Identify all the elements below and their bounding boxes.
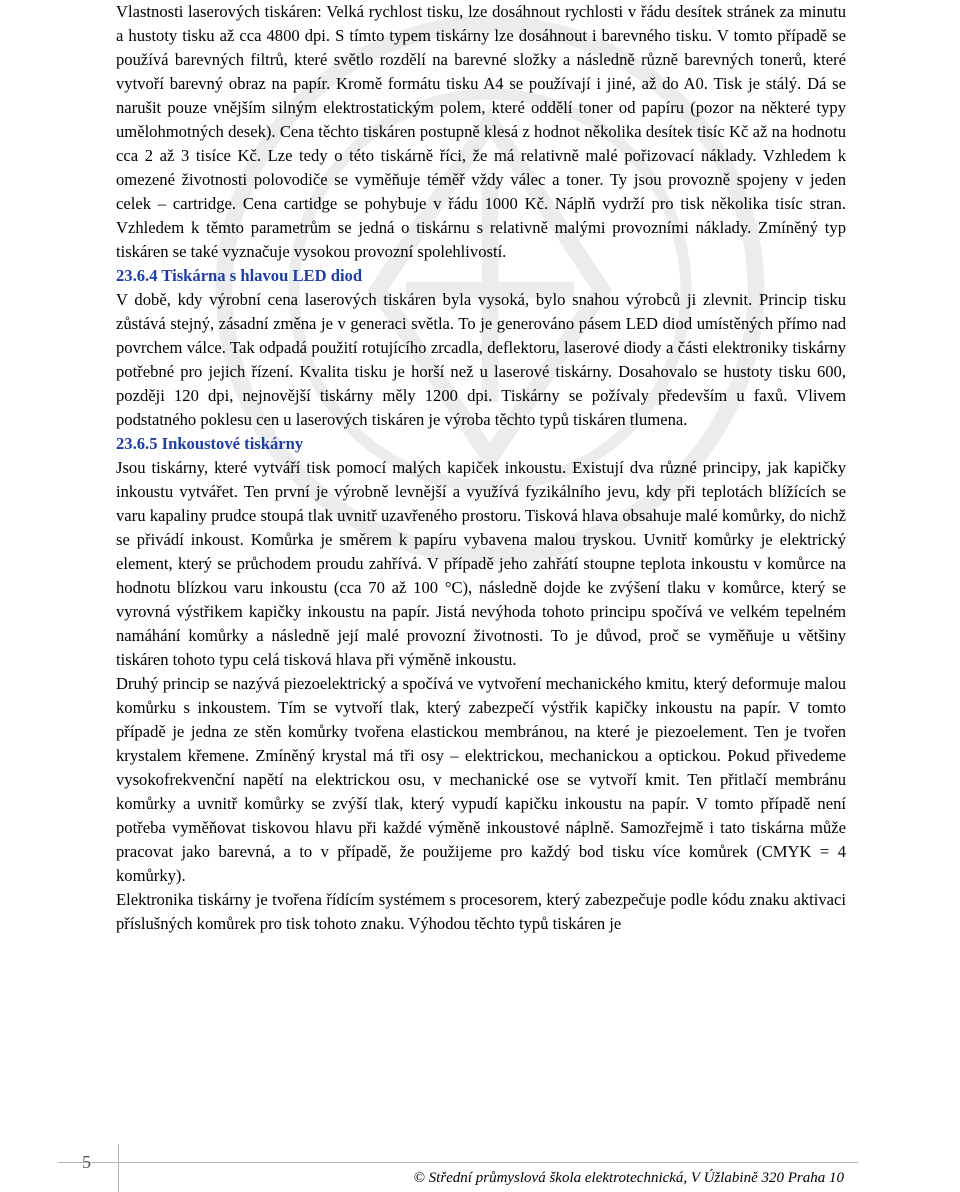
document-page <box>116 0 846 936</box>
footer-divider <box>58 1162 858 1163</box>
paragraph-inkjet-thermal: Jsou tiskárny, které vytváří tisk pomocí malých kapiček inkoustu. Existují dva různé principy, jak kapičky inkoustu vytvářet. Ten první je výrobně levnější a využívá fyzikálního jevu, kdy při teplotách blížících se varu kapaliny prudce stoupá tlak uvnitř uzavřeného prostoru. Tisková hlava obsahuje malé komůrky, do nichž se přivádí inkoust. Komůrka je směrem k papíru vybavena malou tryskou. Uvnitř komůrky je elektrický element, který se průchodem proudu zahřívá. V případě jeho zahřátí stoupne teplota inkoustu v komůrce na hodnotu blízkou varu inkoustu (cca 70 až 100 °C), následně dojde ke zvýšení tlaku v komůrce, který se vyrovná výstřikem kapičky inkoustu na papír. Jistá nevýhoda tohoto principu spočívá ve velkém tepelném namáhání komůrky a následně její malé provozní životnosti. To je důvod, proč se vyměňuje u většiny tiskáren tohoto typu celá tisková hlava při výměně inkoustu. <box>116 458 846 669</box>
paragraph-inkjet-piezo: Druhý princip se nazývá piezoelektrický a spočívá ve vytvoření mechanického kmitu, který deformuje malou komůrku s inkoustem. Tím se vytvoří tlak, který zabezpečí výstřik kapičky inkoustu na papír. V tomto případě je jedna ze stěn komůrky tvořena elastickou membránou, na které je piezoelement. Ten je tvořen krystalem křemene. Zmíněný krystal má tři osy – elektrickou, mechanickou a optickou. Pokud přivedeme vysokofrekvenční napětí na elektrickou osu, v mechanické ose se vytvoří kmit. Ten přitlačí membránu komůrky a uvnitř komůrky se zvýší tlak, který vypudí kapičku inkoustu na papír. V tomto případě není potřeba vyměňovat tiskovou hlavu při každé výměně inkoustové náplně. Samozřejmě i tato tiskárna může pracovat jako barevná, a to v případě, že použijeme pro každý bod tisku více komůrek (CMYK = 4 komůrky). <box>116 674 846 885</box>
heading-led-printer: 23.6.4 Tiskárna s hlavou LED diod <box>116 266 363 285</box>
heading-inkjet-printers: 23.6.5 Inkoustové tiskárny <box>116 434 304 453</box>
page-number: 5 <box>82 1152 91 1172</box>
paragraph-inkjet-electronics: Elektronika tiskárny je tvořena řídícím systémem s procesorem, který zabezpečuje podle kódu znaku aktivaci příslušných komůrek pro tisk tohoto znaku. Výhodou těchto typů tiskáren je <box>116 890 846 933</box>
paragraph-led-printer: V době, kdy výrobní cena laserových tiskáren byla vysoká, bylo snahou výrobců ji zlevnit. Princip tisku zůstává stejný, zásadní změna je v generaci světla. To je generováno pásem LED diod umístěných přímo nad povrchem válce. Tak odpadá použití rotujícího zrcadla, deflektoru, laserové diody a části elektroniky tiskárny potřebné pro jejich řízení. Kvalita tisku je horší než u laserové tiskárny. Dosahovalo se hustoty tisku 600, později 120 dpi, nejnovější tiskárny měly 1200 dpi. Tiskárny se požívaly především u faxů. Vlivem podstatného poklesu cen u laserových tiskáren je výroba těchto typů tiskáren tlumena. <box>116 290 846 429</box>
paragraph-laser-properties: Vlastnosti laserových tiskáren: Velká rychlost tisku, lze dosáhnout rychlosti v řádu desítek stránek za minutu a hustoty tisku až cca 4800 dpi. S tímto typem tiskárny lze dosáhnout i barevného tisku. V tomto případě se používá barevných filtrů, které světlo rozdělí na barevné složky a následně různě barevných tonerů, které vytvoří barevný obraz na papír. Kromě formátu tisku A4 se používají i jiné, až do A0. Tisk je stálý. Dá se narušit pouze vnějším silným elektrostatickým polem, které oddělí toner od papíru (pozor na některé typy umělohmotných desek). Cena těchto tiskáren postupně klesá z hodnot několika desítek tisíc Kč až na hodnotu cca 2 až 3 tisíce Kč. Lze tedy o této tiskárně říci, že má relativně malé pořizovací náklady. Vzhledem k omezené životnosti polovodiče se vyměňuje téměř vždy válec a toner. Ty jsou provozně spojeny v jeden celek – cartridge. Cena cartidge se pohybuje v řádu 1000 Kč. Náplň vydrží pro tisk několika tisíc stran. Vzhledem k těmto parametrům se jedná o tiskárnu s relativně malými provozními náklady. Zmíněný typ tiskáren se také vyznačuje vysokou provozní spolehlivostí. <box>116 2 846 261</box>
footer-copyright: © Střední průmyslová škola elektrotechnická, V Úžlabině 320 Praha 10 <box>413 1170 844 1186</box>
